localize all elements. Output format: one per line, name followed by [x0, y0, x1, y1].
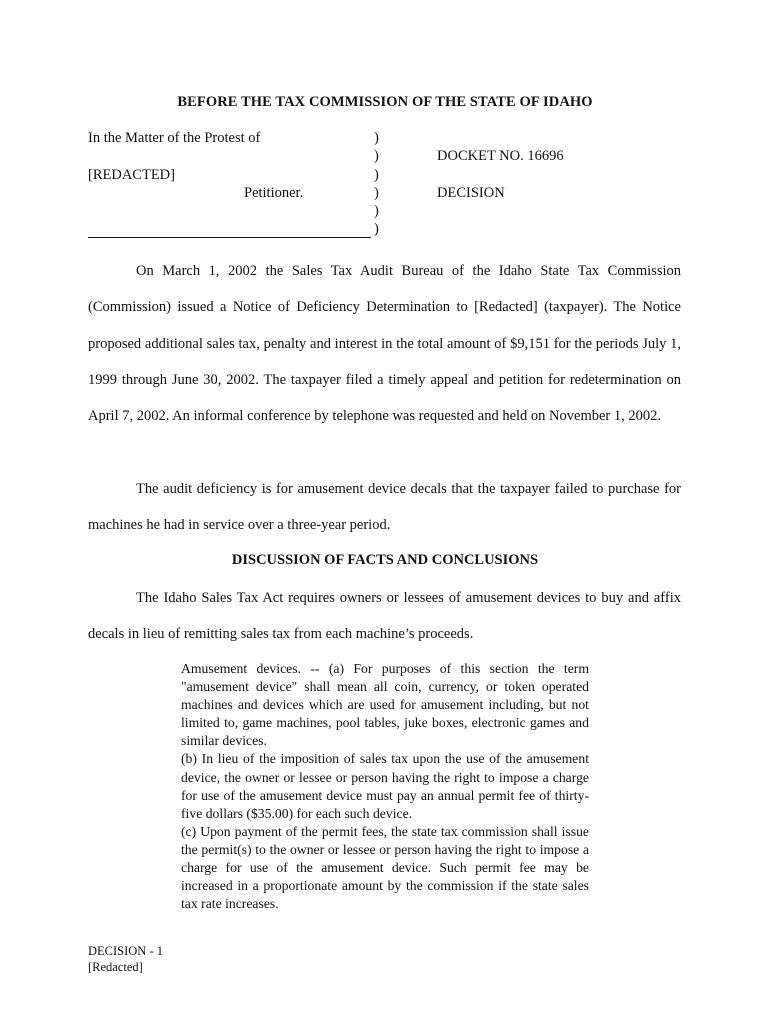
footer-page-label: DECISION - 1: [88, 944, 163, 958]
section-heading: DISCUSSION OF FACTS AND CONCLUSIONS: [231, 552, 539, 568]
quote-paragraph: (c) Upon payment of the permit fees, the state tax commission shall issue the permit(s) to the owner or lessee or person having the right to impose a charge for use of the amusement device. Such permit fee may be increased in a proportionate amount by the commission if the state sales tax rate increases.: [181, 823, 589, 912]
caption-paren: ): [374, 185, 379, 201]
paragraph-notice: [88, 253, 681, 434]
caption-matter: In the Matter of the Protest of: [88, 130, 261, 146]
caption-paren: ): [374, 167, 379, 183]
decision-label: DECISION: [437, 185, 505, 201]
page-footer: [88, 944, 163, 975]
document-title: BEFORE THE TAX COMMISSION OF THE STATE OF IDAHO: [177, 94, 593, 110]
caption-rule: [88, 237, 371, 238]
caption-party: [REDACTED]: [88, 167, 175, 183]
paragraph-statute-intro: [88, 580, 681, 653]
docket-number: DOCKET NO. 16696: [437, 148, 564, 164]
caption-paren: ): [374, 148, 379, 164]
caption-role: Petitioner.: [244, 185, 304, 201]
caption-paren: ): [374, 130, 379, 146]
quote-paragraph: Amusement devices. -- (a) For purposes of this section the term "amusement device" shall mean all coin, currency, or token operated machines and devices which are used for amusement including, but not limited to, game machines, pool tables, juke boxes, electronic games and similar devices.: [181, 661, 589, 749]
statute-quote: [181, 660, 589, 913]
paragraph-text: The audit deficiency is for amusement device decals that the taxpayer failed to purchase for machines he had in service over a three-year period.: [88, 481, 681, 534]
footer-redacted: [Redacted]: [88, 959, 143, 974]
quote-paragraph: (b) In lieu of the imposition of sales tax upon the use of the amusement device, the owner or lessee or person having the right to impose a charge for use of the amusement device must pay an annual permit fee of thirty-five dollars ($35.00) for each such device.: [181, 751, 589, 821]
paragraph-text: On March 1, 2002 the Sales Tax Audit Bureau of the Idaho State Tax Commission (Commission) issued a Notice of Deficiency Determination to [Redacted] (taxpayer). The Notice proposed additional sales tax, penalty and interest in the total amount of $9,151 for the periods July 1, 1999 through June 30, 2002. The taxpayer filed a timely appeal and petition for redetermination on April 7, 2002. An informal conference by telephone was requested and held on November 1, 2002.: [88, 263, 681, 425]
caption-paren: ): [374, 203, 379, 219]
paragraph-text: The Idaho Sales Tax Act requires owners or lessees of amusement devices to buy and affix decals in lieu of remitting sales tax from each machine’s proceeds.: [88, 590, 681, 643]
caption-paren: ): [374, 221, 379, 237]
paragraph-audit: [88, 471, 681, 544]
